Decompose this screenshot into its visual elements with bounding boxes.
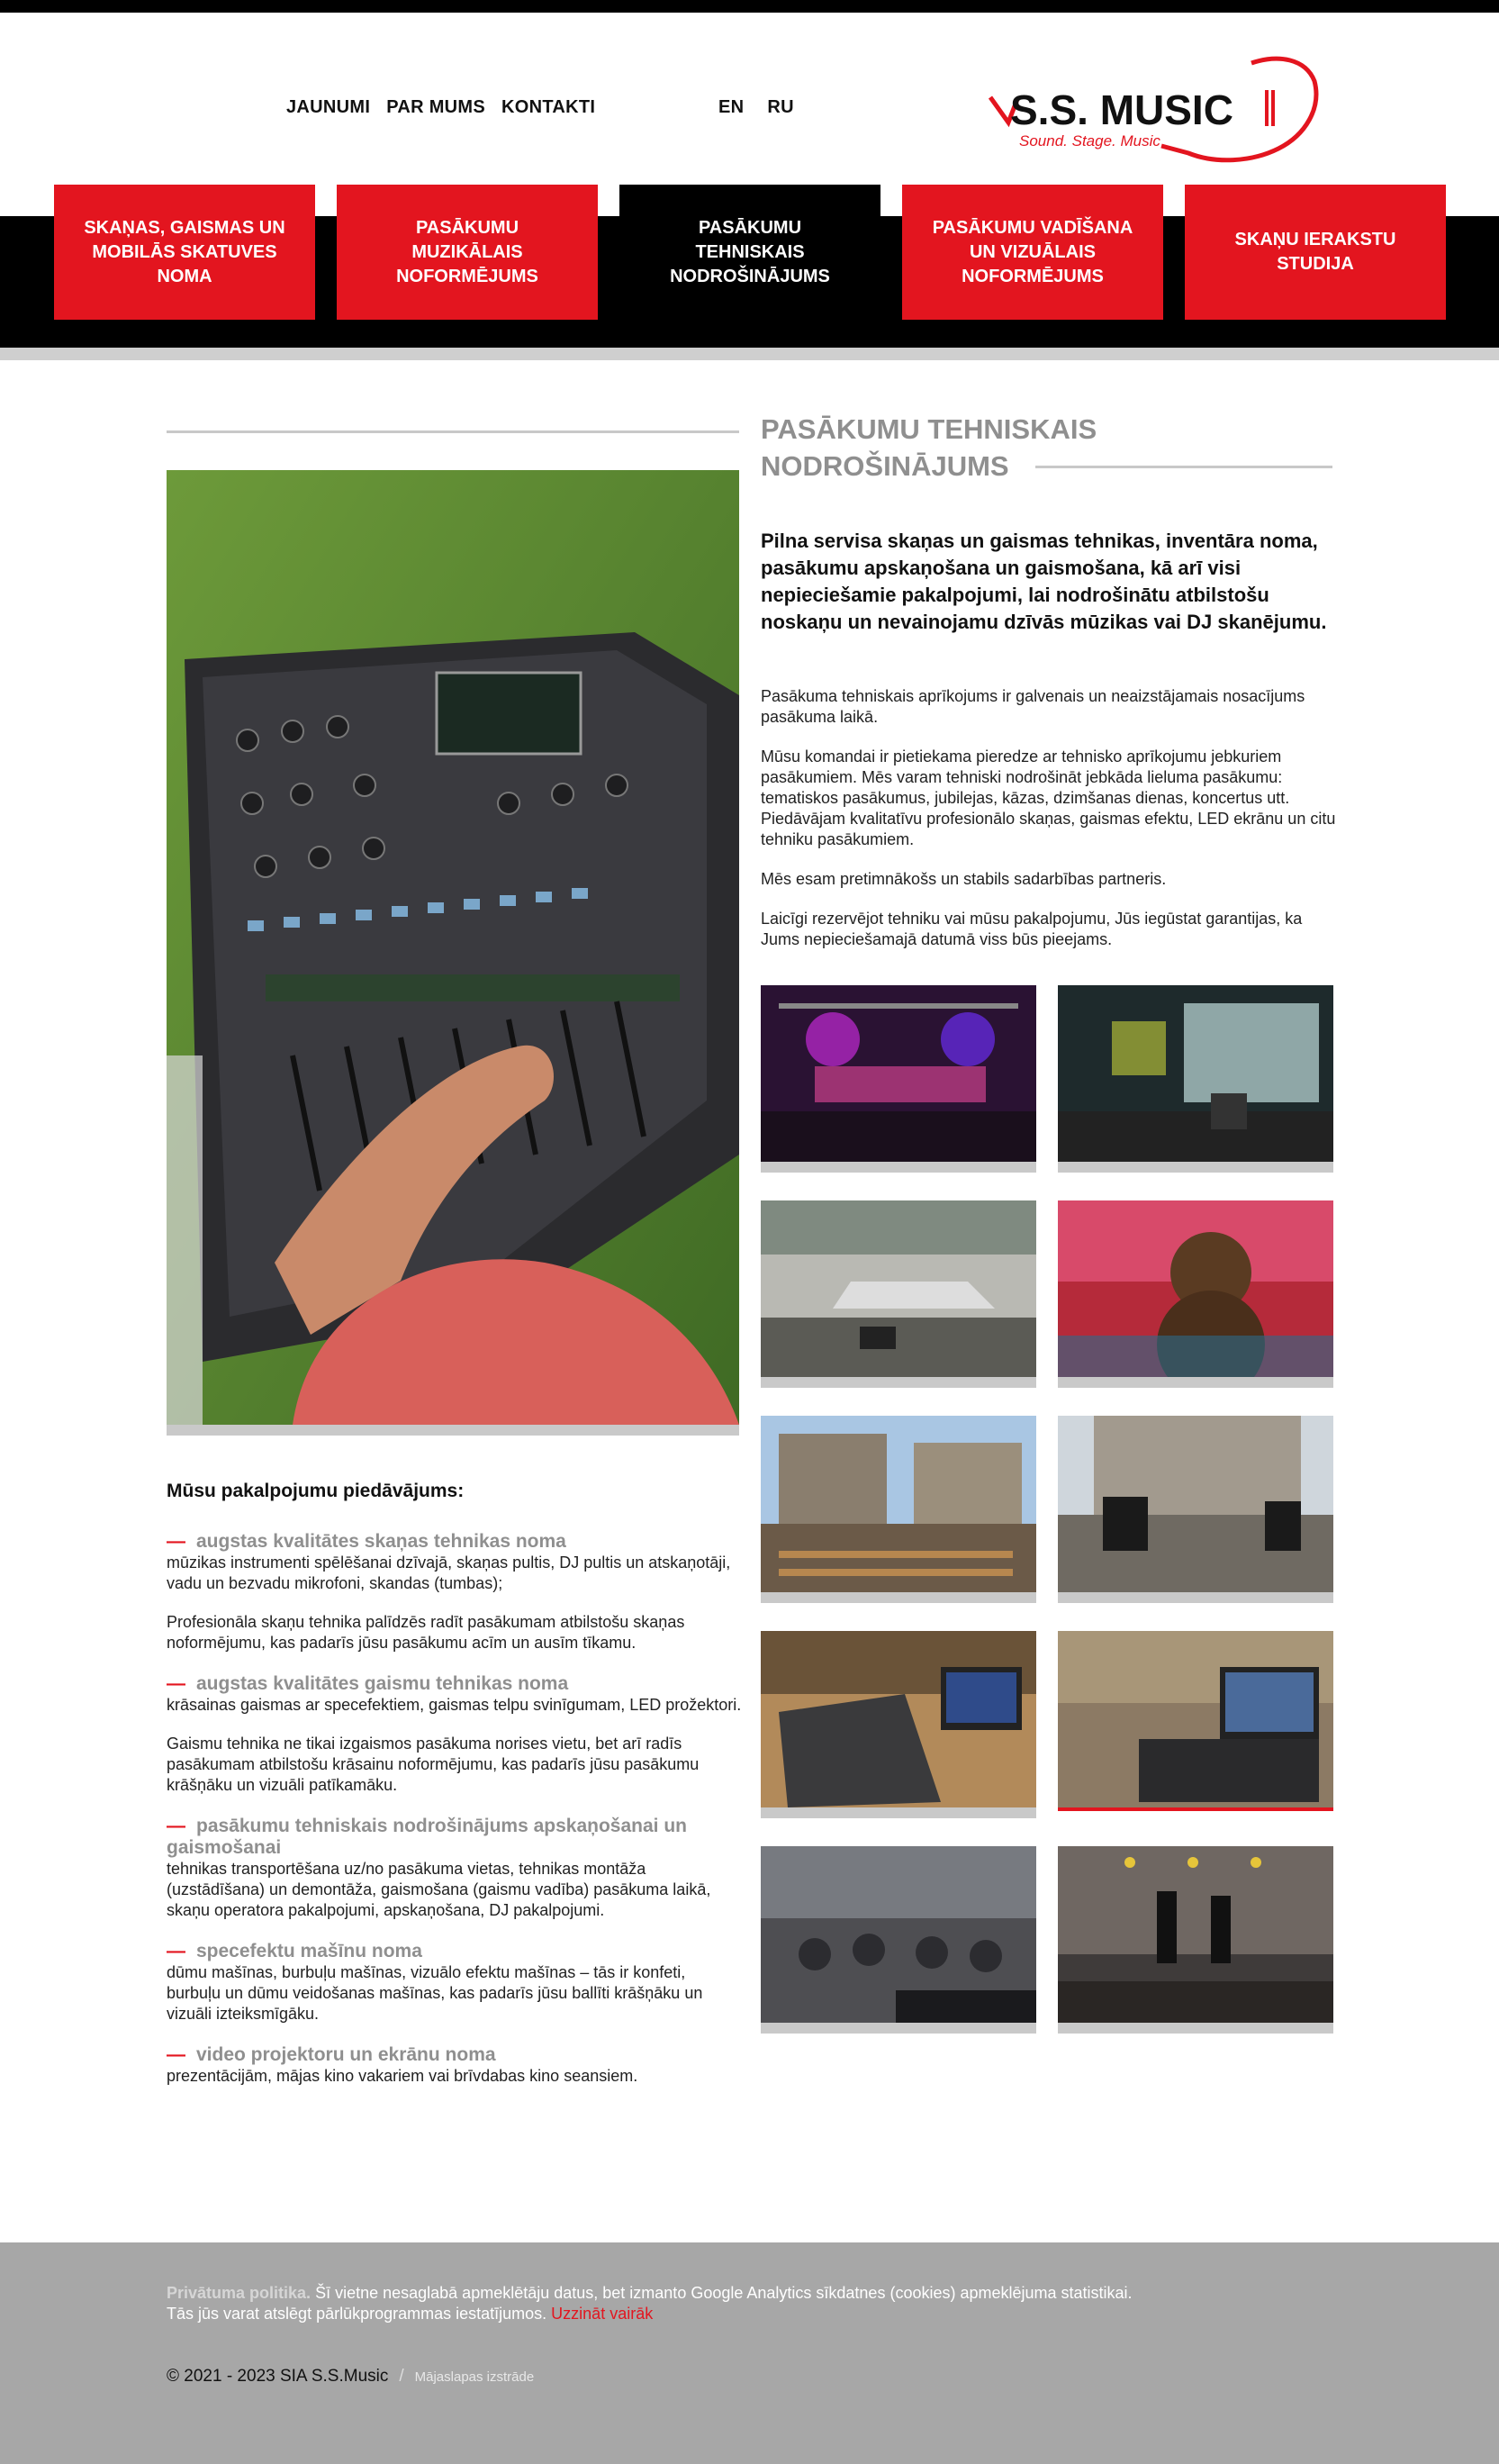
photo-shadow [1058, 1377, 1333, 1388]
nav-bottom-gray-strip [0, 348, 1499, 360]
service-item [167, 1941, 743, 2025]
site-header [0, 13, 1499, 189]
photo-courtyard-chairs[interactable] [761, 1416, 1036, 1592]
service-item [167, 2044, 743, 2087]
service-item [167, 1531, 743, 1653]
nav-tile-label: PASĀKUMU TEHNISKAIS NODROŠINĀJUMS [670, 217, 830, 286]
photo-shadow [761, 1162, 1036, 1173]
privacy-label: Privātuma politika. [167, 2284, 312, 2302]
language-switcher [718, 97, 794, 118]
footer-separator: / [399, 2367, 404, 2386]
page-title: PASĀKUMU TEHNISKAIS NODROŠINĀJUMS [761, 413, 1097, 482]
nav-link-par-mums[interactable]: PAR MUMS [386, 97, 486, 117]
service-text: krāsainas gaismas ar specefektiem, gaismas telpu svinīgumam, LED prožektori. [167, 1696, 742, 1714]
photo-concert-stage[interactable] [761, 985, 1036, 1162]
photo-shadow [761, 1807, 1036, 1818]
copyright-line [167, 2367, 534, 2387]
service-text: mūzikas instrumenti spēlēšanai dzīvajā, skaņas pultis, DJ pultis un atskaņotāji, vadu un bezvadu mikrofoni, skandas (tumbas); [167, 1554, 731, 1592]
red-dash: — [167, 1941, 185, 1961]
body-text [761, 686, 1337, 969]
photo-mixer-laptop[interactable] [761, 1631, 1036, 1807]
service-item [167, 1673, 743, 1796]
body-paragraph: Mūsu komandai ir pietiekama pieredze ar tehnisko aprīkojumu jebkuriem pasākumiem. Mēs varam tehniski nodrošināt jebkāda lieluma pasākumu: tematiskos pasākumus, jubilejas, kāzas, dzimšanas dienas, koncertus utt. Piedāvājam kvalitatīvu profesionālo skaņas, gaismas efektu, LED ekrānu un citu tehniku pasākumiem. [761, 747, 1336, 848]
title-rule-left [167, 430, 739, 433]
nav-tile-label: SKAŅAS, GAISMAS UN MOBILĀS SKATUVES NOMA [84, 217, 285, 286]
privacy-text-2: Tās jūs varat atslēgt pārlūkprogrammas iestatījumos. [167, 2305, 552, 2323]
ss-music-logo[interactable] [981, 45, 1319, 176]
lang-link-en[interactable]: EN [718, 97, 745, 117]
service-text: prezentācijām, mājas kino vakariem vai brīvdabas kino seansiem. [167, 2067, 638, 2085]
photo-church-mixer[interactable] [1058, 1631, 1333, 1807]
service-title: video projektoru un ekrānu noma [196, 2044, 496, 2065]
top-navigation [286, 97, 595, 118]
main-photo-mixing-console [167, 470, 739, 1425]
body-paragraph: Laicīgi rezervējot tehniku vai mūsu pakalpojumu, Jūs iegūstat garantijas, ka Jums nepieciešamajā datumā viss būs pieejams. [761, 910, 1303, 948]
privacy-text: Šī vietne nesaglabā apmeklētāju datus, bet izmanto Google Analytics sīkdatnes (cookies) apmeklējuma statistikai. [311, 2284, 1133, 2302]
red-dash: — [167, 1531, 185, 1552]
copyright-text: © 2021 - 2023 SIA S.S.Music [167, 2367, 389, 2386]
service-title: augstas kvalitātes skaņas tehnikas noma [196, 1531, 566, 1552]
top-black-strip [0, 0, 1499, 13]
service-extra: Gaismu tehnika ne tikai izgaismos pasākuma norises vietu, bet arī radīs pasākumam atbilstošu krāsainu noformējumu, kas padarīs jūsu pasākumu krāšņāku un vizuāli patīkamāku. [167, 1735, 700, 1794]
nav-tile-music[interactable] [337, 185, 598, 320]
nav-link-jaunumi[interactable]: JAUNUMI [286, 97, 371, 117]
privacy-learn-more-link[interactable]: Uzzināt vairāk [551, 2305, 654, 2323]
site-footer [0, 2242, 1499, 2464]
service-title: specefektu mašīnu noma [196, 1941, 422, 1961]
photo-tv-studio[interactable] [1058, 985, 1333, 1162]
body-paragraph: Pasākuma tehniskais aprīkojums ir galvenais un neaizstājamais nosacījums pasākuma laikā. [761, 687, 1305, 726]
service-extra: Profesionāla skaņu tehnika palīdzēs radīt pasākumam atbilstošu skaņas noformējumu, kas padarīs jūsu pasākumu acīm un ausīm tīkamu. [167, 1613, 685, 1652]
body-paragraph: Mēs esam pretimnākošs un stabils sadarbības partneris. [761, 870, 1167, 888]
services-section [167, 1479, 743, 2106]
service-item [167, 1816, 743, 1921]
lead-paragraph: Pilna servisa skaņas un gaismas tehnikas, inventāra noma, pasākumu apskaņošana un gaismošana, kā arī visi nepieciešamie pakalpojumi, lai nodrošinātu atbilstošu noskaņu un nevainojamu dzīvās mūzikas vai DJ skanējumu. [761, 530, 1327, 633]
nav-tile-label: SKAŅU IERAKSTU STUDIJA [1234, 230, 1396, 274]
lang-link-ru[interactable]: RU [767, 97, 794, 117]
red-dash: — [167, 1673, 185, 1694]
nav-link-kontakti[interactable]: KONTAKTI [501, 97, 596, 117]
services-heading: Mūsu pakalpojumu piedāvājums: [167, 1481, 465, 1501]
photo-shadow [761, 1377, 1036, 1388]
service-title: pasākumu tehniskais nodrošinājums apskaņošanai un gaismošanai [167, 1816, 687, 1858]
nav-tile-studio[interactable] [1185, 185, 1446, 320]
red-dash: — [167, 1816, 185, 1836]
nav-tile-label: PASĀKUMU MUZIKĀLAIS NOFORMĒJUMS [396, 217, 538, 286]
photo-shadow-red [1058, 1807, 1333, 1811]
photo-shadow [761, 2023, 1036, 2034]
svg-text:S.S. MUSIC: S.S. MUSIC [1010, 86, 1233, 133]
photo-performers-stage[interactable] [1058, 1846, 1333, 2023]
red-dash: — [167, 2044, 185, 2065]
service-text: dūmu mašīnas, burbuļu mašīnas, vizuālo efektu mašīnas – tās ir konfeti, burbuļu un dūmu veidošanas mašīnas, kas padarīs jūsu ballīti krāšņāku un vizuāli izteiksmīgāku. [167, 1963, 703, 2023]
svg-text:Sound. Stage. Music: Sound. Stage. Music [1019, 132, 1160, 149]
photo-teddy-bear-screen[interactable] [1058, 1200, 1333, 1377]
nav-tile-hosting[interactable] [902, 185, 1163, 320]
service-text: tehnikas transportēšana uz/no pasākuma vietas, tehnikas montāža (uzstādīšana) un demontāža, gaismošana (gaismu vadība) pasākuma laikā, skaņu operatora pakalpojumi, apskaņošana, DJ pakalpojumi. [167, 1860, 711, 1919]
photo-shadow [761, 1592, 1036, 1603]
photo-shadow [1058, 1592, 1333, 1603]
main-photo-shadow [167, 1425, 739, 1436]
nav-tile-technical[interactable] [619, 185, 880, 320]
developer-link[interactable]: Mājaslapas izstrāde [414, 2369, 535, 2385]
privacy-notice [167, 2283, 1247, 2324]
nav-tile-rental[interactable] [54, 185, 315, 320]
photo-outdoor-stage[interactable] [1058, 1416, 1333, 1592]
service-title: augstas kvalitātes gaismu tehnikas noma [196, 1673, 569, 1694]
title-rule-right [1035, 466, 1332, 468]
photo-tent-stage[interactable] [761, 1200, 1036, 1377]
photo-shadow [1058, 2023, 1333, 2034]
photo-shadow [1058, 1162, 1333, 1173]
photo-audience-hall[interactable] [761, 1846, 1036, 2023]
nav-tile-label: PASĀKUMU VADĪŠANA UN VIZUĀLAIS NOFORMĒJUMS [932, 217, 1133, 286]
